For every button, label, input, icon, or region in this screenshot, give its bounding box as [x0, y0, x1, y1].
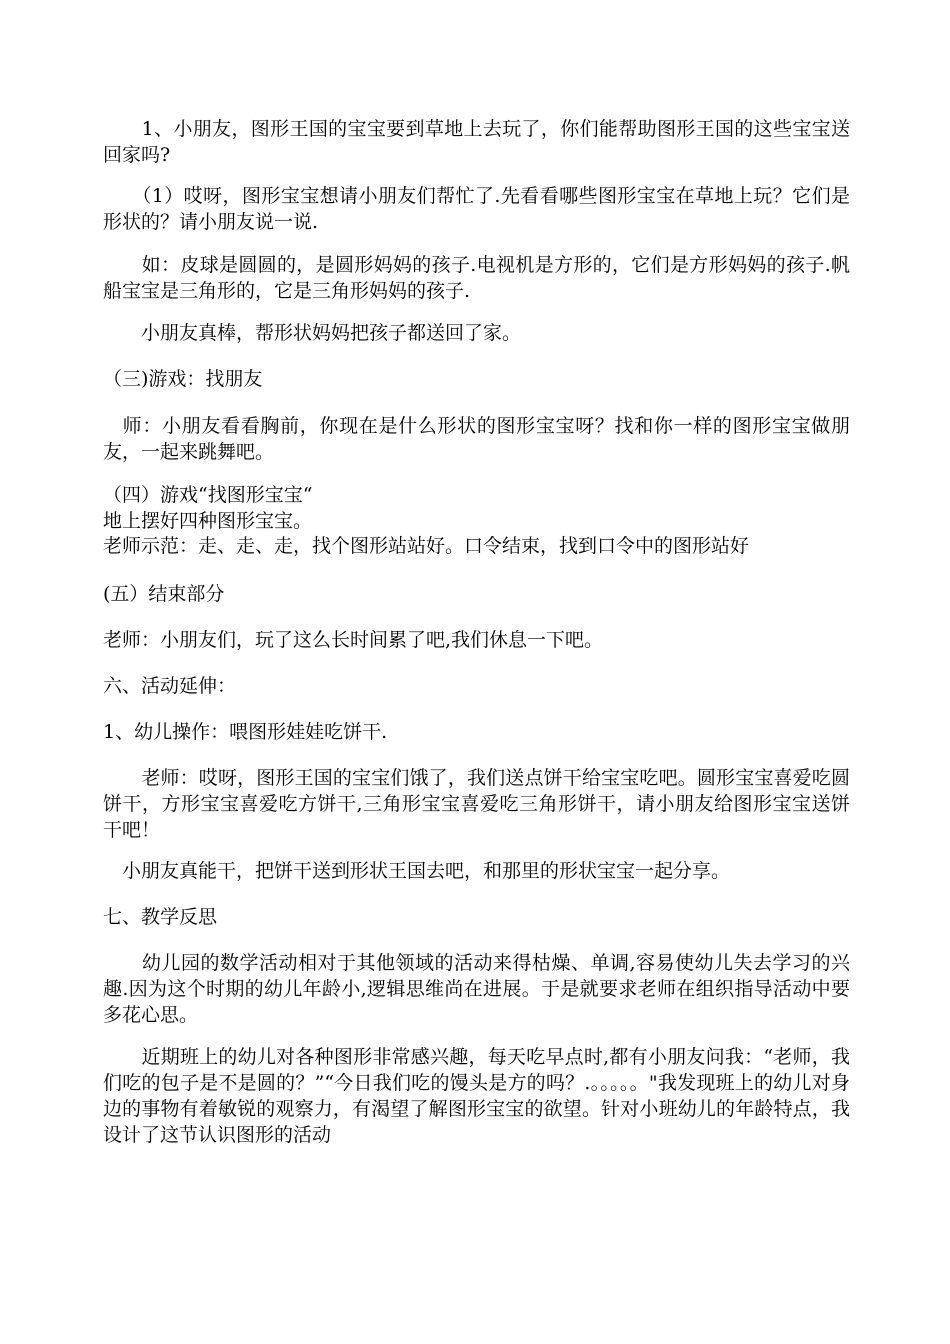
- section-heading-6: 六、活动延伸：: [103, 675, 237, 697]
- paragraph-4: 小朋友真棒，帮形状妈妈把孩子都送回了家。: [103, 322, 522, 344]
- paragraph-5: 师：小朋友看看胸前，你现在是什么形状的图形宝宝呀？找和你一样的图形宝宝做朋友，一起来跳舞吧。: [103, 415, 850, 463]
- paragraph-8: 老师：小朋友们，玩了这么长时间累了吧,我们休息一下吧。: [103, 629, 604, 651]
- paragraph-3: 如：皮球是圆圆的，是圆形妈妈的孩子.电视机是方形的，它们是方形妈妈的孩子.帆船宝宝是三角形的，它是三角形妈妈的孩子.: [103, 254, 850, 302]
- paragraph-11: 小朋友真能干，把饼干送到形状王国去吧，和那里的形状宝宝一起分享。: [103, 860, 731, 882]
- paragraph-9: 1、幼儿操作：喂图形娃娃吃饼干.: [103, 721, 388, 743]
- paragraph-7: 老师示范：走、走、走，找个图形站站好。口令结束，找到口令中的图形站好: [103, 535, 750, 557]
- paragraph-13: 近期班上的幼儿对各种图形非常感兴趣，每天吃早点时,都有小朋友问我：“老师，我们吃的包子是不是圆的？”“今日我们吃的馒头是方的吗？.。。。。。"我发现班上的幼儿对身边的事物有着敏锐的观察力，有渴望了解图形宝宝的欲望。针对小班幼儿的年龄特点，我设计了这节认识图形的活动: [103, 1046, 850, 1146]
- section-heading-7: 七、教学反思: [103, 906, 218, 928]
- section-heading-5: (五）结束部分: [103, 583, 225, 605]
- paragraph-10: 老师：哎呀，图形王国的宝宝们饿了，我们送点饼干给宝宝吃吧。圆形宝宝喜爱吃圆饼干，方形宝宝喜爱吃方饼干,三角形宝宝喜爱吃三角形饼干，请小朋友给图形宝宝送饼干吧！: [103, 767, 850, 841]
- paragraph-1: 1、小朋友，图形王国的宝宝要到草地上去玩了，你们能帮助图形王国的这些宝宝送回家吗?: [103, 118, 850, 166]
- paragraph-2: （1）哎呀，图形宝宝想请小朋友们帮忙了.先看看哪些图形宝宝在草地上玩？它们是形状的？请小朋友说一说.: [103, 185, 850, 233]
- section-heading-4: （四）游戏“找图形宝宝“: [103, 484, 313, 506]
- section-heading-3: （三)游戏：找朋友: [103, 368, 263, 390]
- paragraph-12: 幼儿园的数学活动相对于其他领域的活动来得枯燥、单调,容易使幼儿失去学习的兴趣.因为这个时期的幼儿年龄小,逻辑思维尚在进展。于是就要求老师在组织指导活动中要多花心思。: [103, 952, 850, 1026]
- paragraph-6: 地上摆好四种图形宝宝。: [103, 510, 313, 532]
